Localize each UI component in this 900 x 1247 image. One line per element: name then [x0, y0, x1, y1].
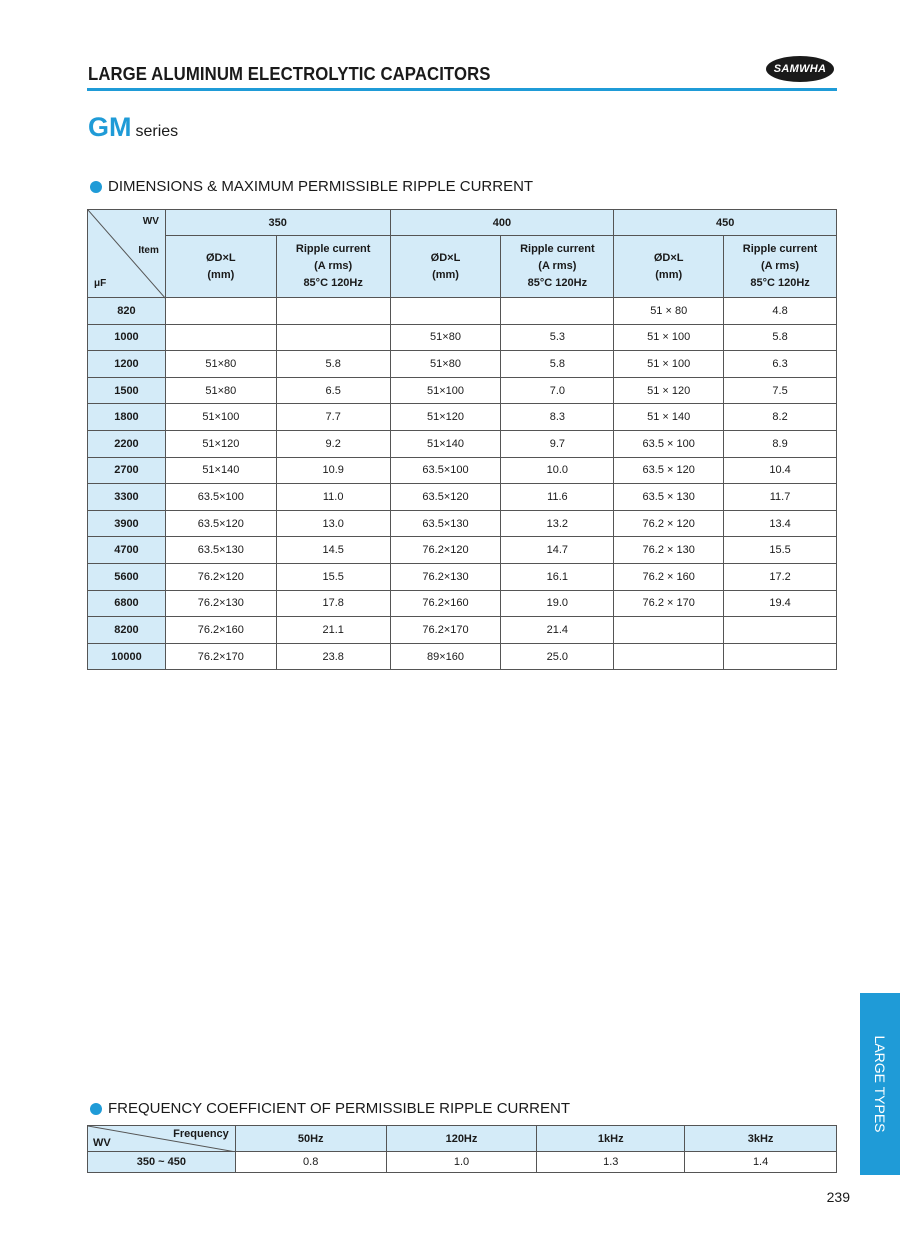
ripple-cell: 17.2: [724, 563, 837, 590]
dimension-cell: 51 × 120: [614, 377, 724, 404]
ripple-header-line1: Ripple current: [520, 243, 595, 255]
freq-header-120hz: 120Hz: [386, 1126, 537, 1152]
dimension-cell: 51×80: [390, 324, 501, 351]
freq-coefficient: 0.8: [235, 1152, 386, 1173]
series-suffix: series: [135, 123, 179, 140]
ripple-header-line1: Ripple current: [295, 243, 371, 255]
dimension-cell: 63.5×120: [165, 510, 276, 537]
capacitance-cell: 1000: [88, 324, 166, 351]
dimension-cell: 76.2×130: [165, 590, 276, 617]
corner-uf-label: μF: [94, 278, 107, 289]
ripple-cell: 8.2: [724, 404, 837, 431]
corner-item-label: Item: [138, 245, 159, 256]
dimension-cell: 76.2×160: [165, 617, 276, 644]
series-title: [88, 112, 178, 143]
frequency-section-heading: [90, 1100, 570, 1117]
dimension-cell: [390, 298, 501, 325]
ripple-cell: 15.5: [724, 537, 837, 564]
capacitance-cell: 4700: [88, 537, 166, 564]
freq-wv-range: 350 ~ 450: [88, 1152, 236, 1173]
dimension-cell: 63.5×120: [390, 484, 501, 511]
table-row: [88, 510, 837, 537]
ripple-cell: 13.0: [276, 510, 390, 537]
ripple-header-line2: (A rms): [314, 260, 353, 272]
ripple-header-line2: (A rms): [761, 260, 800, 272]
capacitance-cell: 1500: [88, 377, 166, 404]
table-row: [88, 617, 837, 644]
ripple-cell: 5.8: [724, 324, 837, 351]
dimension-cell: 76.2 × 130: [614, 537, 724, 564]
ripple-cell: [724, 643, 837, 670]
ripple-cell: 10.9: [276, 457, 390, 484]
dim-header-line2: (mm): [432, 269, 459, 281]
dimension-cell: 76.2×120: [390, 537, 501, 564]
dim-header-line1: ØD×L: [653, 252, 684, 264]
ripple-cell: 14.5: [276, 537, 390, 564]
ripple-header-line3: 85°C 120Hz: [303, 277, 363, 289]
dimension-cell: [614, 617, 724, 644]
dimensions-table: [87, 209, 837, 670]
freq-header-3khz: 3kHz: [685, 1126, 837, 1152]
dim-header-line1: ØD×L: [205, 252, 236, 264]
frequency-heading-text: FREQUENCY COEFFICIENT OF PERMISSIBLE RIPPLE CURRENT: [108, 1100, 571, 1117]
dimension-cell: [614, 643, 724, 670]
ripple-header-line2: (A rms): [538, 260, 577, 272]
freq-header-1khz: 1kHz: [537, 1126, 685, 1152]
dim-column-header: [165, 236, 276, 298]
ripple-cell: 11.0: [276, 484, 390, 511]
dimension-cell: 63.5×100: [165, 484, 276, 511]
ripple-column-header: [724, 236, 837, 298]
dimension-cell: [165, 324, 276, 351]
ripple-cell: 6.5: [276, 377, 390, 404]
dim-header-line2: (mm): [655, 269, 683, 281]
page-number: 239: [826, 1189, 850, 1205]
capacitance-cell: 820: [88, 298, 166, 325]
dimension-cell: 51 × 80: [614, 298, 724, 325]
dimension-cell: 51×80: [165, 377, 276, 404]
ripple-cell: 9.2: [276, 430, 390, 457]
ripple-cell: 11.7: [724, 484, 837, 511]
voltage-header-400: 400: [390, 210, 614, 236]
table-row: [88, 324, 837, 351]
freq-coefficient: 1.3: [537, 1152, 685, 1173]
ripple-cell: 25.0: [501, 643, 614, 670]
dimension-cell: 51 × 140: [614, 404, 724, 431]
table-corner-cell: [88, 210, 166, 298]
table-row: [88, 484, 837, 511]
ripple-cell: 13.2: [501, 510, 614, 537]
ripple-cell: [276, 298, 390, 325]
dimension-cell: 63.5 × 120: [614, 457, 724, 484]
table-row: [88, 537, 837, 564]
dimension-cell: 51×120: [390, 404, 501, 431]
dim-column-header: [390, 236, 501, 298]
corner-wv-label: WV: [142, 216, 159, 227]
ripple-cell: 6.3: [724, 351, 837, 378]
ripple-column-header: [276, 236, 390, 298]
ripple-cell: 8.3: [501, 404, 614, 431]
dimension-cell: 51 × 100: [614, 351, 724, 378]
large-types-side-tab: [860, 993, 900, 1175]
ripple-cell: 16.1: [501, 563, 614, 590]
dimension-cell: 63.5 × 130: [614, 484, 724, 511]
ripple-cell: 8.9: [724, 430, 837, 457]
ripple-cell: 10.0: [501, 457, 614, 484]
dimension-cell: 51×100: [165, 404, 276, 431]
dim-column-header: [614, 236, 724, 298]
dimension-cell: 76.2 × 120: [614, 510, 724, 537]
ripple-cell: 10.4: [724, 457, 837, 484]
dimension-cell: 89×160: [390, 643, 501, 670]
dimension-cell: 51×100: [390, 377, 501, 404]
capacitance-cell: 2200: [88, 430, 166, 457]
ripple-cell: [501, 298, 614, 325]
freq-corner-cell: [88, 1126, 236, 1152]
dimension-cell: 51×140: [390, 430, 501, 457]
dimension-cell: 63.5×100: [390, 457, 501, 484]
dimension-cell: 63.5×130: [390, 510, 501, 537]
table-row: [88, 377, 837, 404]
bullet-icon: [90, 181, 102, 193]
dimension-cell: 63.5×130: [165, 537, 276, 564]
frequency-coefficient-table: [87, 1125, 837, 1173]
dimension-cell: 51×80: [165, 351, 276, 378]
freq-coefficient: 1.0: [386, 1152, 537, 1173]
table-row: [88, 404, 837, 431]
table-row: [88, 430, 837, 457]
side-tab-label: LARGE TYPES: [872, 1035, 888, 1133]
dimension-cell: 51×140: [165, 457, 276, 484]
ripple-header-line1: Ripple current: [742, 243, 818, 255]
dimensions-section-heading: [90, 178, 533, 195]
freq-corner-frequency-label: Frequency: [173, 1128, 229, 1140]
ripple-header-line3: 85°C 120Hz: [527, 277, 588, 289]
dimension-cell: 76.2 × 160: [614, 563, 724, 590]
table-row: [88, 643, 837, 670]
dim-header-line1: ØD×L: [430, 252, 461, 264]
ripple-cell: 21.4: [501, 617, 614, 644]
table-row: [88, 590, 837, 617]
dimension-cell: [165, 298, 276, 325]
freq-header-50hz: 50Hz: [235, 1126, 386, 1152]
ripple-cell: 15.5: [276, 563, 390, 590]
capacitance-cell: 2700: [88, 457, 166, 484]
capacitance-cell: 1200: [88, 351, 166, 378]
dimension-cell: 63.5 × 100: [614, 430, 724, 457]
ripple-cell: 21.1: [276, 617, 390, 644]
series-code: GM: [88, 112, 132, 142]
dimension-cell: 76.2×160: [390, 590, 501, 617]
ripple-cell: [276, 324, 390, 351]
ripple-cell: 7.5: [724, 377, 837, 404]
dimension-cell: 76.2×170: [165, 643, 276, 670]
ripple-cell: 17.8: [276, 590, 390, 617]
ripple-cell: 19.0: [501, 590, 614, 617]
dimension-cell: 76.2×120: [165, 563, 276, 590]
dimension-cell: 51×80: [390, 351, 501, 378]
capacitance-cell: 3300: [88, 484, 166, 511]
capacitance-cell: 10000: [88, 643, 166, 670]
logo-text: SAMWHA: [773, 63, 827, 75]
table-row: [88, 351, 837, 378]
ripple-cell: 11.6: [501, 484, 614, 511]
dimension-cell: 76.2×130: [390, 563, 501, 590]
voltage-header-350: 350: [165, 210, 390, 236]
ripple-cell: 4.8: [724, 298, 837, 325]
freq-corner-wv-label: WV: [93, 1137, 111, 1149]
ripple-cell: 19.4: [724, 590, 837, 617]
samwha-logo: [766, 56, 834, 82]
ripple-cell: [724, 617, 837, 644]
ripple-header-line3: 85°C 120Hz: [750, 277, 810, 289]
dimension-cell: 76.2×170: [390, 617, 501, 644]
dim-header-line2: (mm): [207, 269, 235, 281]
capacitance-cell: 1800: [88, 404, 166, 431]
ripple-cell: 7.0: [501, 377, 614, 404]
table-row: [88, 298, 837, 325]
dimensions-table-body: [88, 298, 837, 670]
voltage-header-450: 450: [614, 210, 837, 236]
ripple-cell: 13.4: [724, 510, 837, 537]
capacitance-cell: 3900: [88, 510, 166, 537]
page-header-title: LARGE ALUMINUM ELECTROLYTIC CAPACITORS: [88, 64, 491, 84]
bullet-icon: [90, 1103, 102, 1115]
ripple-cell: 5.8: [501, 351, 614, 378]
ripple-column-header: [501, 236, 614, 298]
capacitance-cell: 5600: [88, 563, 166, 590]
ripple-cell: 5.8: [276, 351, 390, 378]
dimension-cell: 51×120: [165, 430, 276, 457]
ripple-cell: 5.3: [501, 324, 614, 351]
ripple-cell: 9.7: [501, 430, 614, 457]
table-row: [88, 457, 837, 484]
capacitance-cell: 6800: [88, 590, 166, 617]
ripple-cell: 14.7: [501, 537, 614, 564]
dimension-cell: 76.2 × 170: [614, 590, 724, 617]
ripple-cell: 7.7: [276, 404, 390, 431]
dimensions-heading-text: DIMENSIONS & MAXIMUM PERMISSIBLE RIPPLE CURRENT: [108, 178, 534, 195]
dimension-cell: 51 × 100: [614, 324, 724, 351]
freq-coefficient: 1.4: [685, 1152, 837, 1173]
capacitance-cell: 8200: [88, 617, 166, 644]
table-row: [88, 563, 837, 590]
ripple-cell: 23.8: [276, 643, 390, 670]
header-divider: [87, 88, 837, 91]
